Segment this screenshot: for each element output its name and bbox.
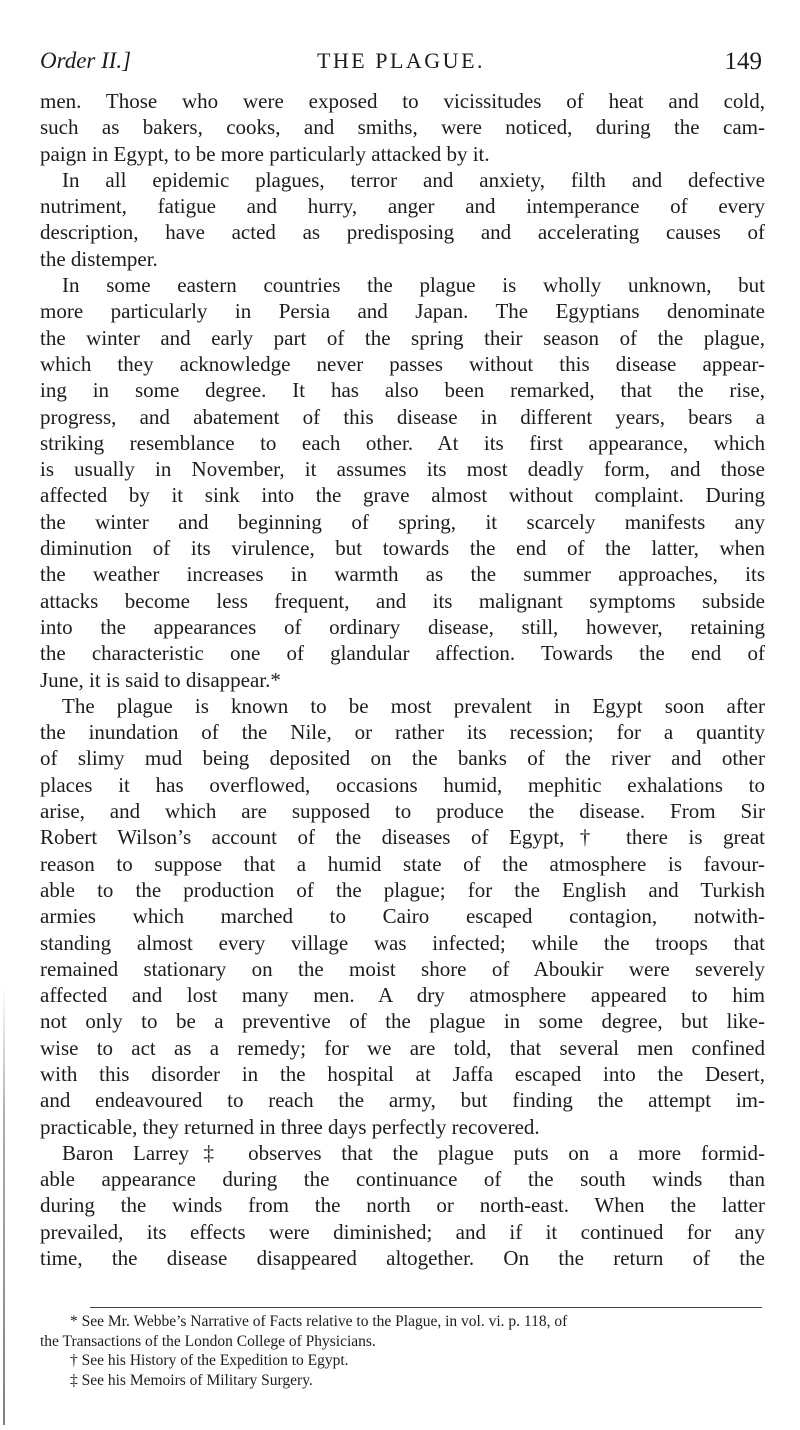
text-line: In all epidemic plagues, terror and anxiety, filth and defective — [62, 167, 765, 192]
body-text — [40, 88, 765, 1271]
text-line: striking resemblance to each other. At its first appearance, which — [40, 430, 765, 455]
text-line: is usually in November, it assumes its most deadly form, and those — [40, 457, 765, 482]
running-header — [40, 48, 762, 82]
header-section-label: Order II.] — [40, 48, 132, 73]
text-line: arise, and which are supposed to produce the disease. From Sir — [40, 799, 765, 824]
text-line: ing in some degree. It has also been remarked, that the rise, — [40, 378, 765, 403]
text-line: prevailed, its effects were diminished; and if it continued for any — [40, 1219, 765, 1244]
text-line: time, the disease disappeared altogether. On the return of the — [40, 1246, 765, 1271]
text-line: during the winds from the north or north-east. When the latter — [40, 1193, 765, 1218]
page-number: 149 — [724, 48, 762, 75]
text-line: affected and lost many men. A dry atmosphere appeared to him — [40, 983, 765, 1008]
text-line: diminution of its virulence, but towards the end of the latter, when — [40, 536, 765, 561]
text-line: and endeavoured to reach the army, but finding the attempt im- — [40, 1088, 765, 1113]
text-line: the inundation of the Nile, or rather its recession; for a quantity — [40, 720, 765, 745]
text-line: able to the production of the plague; for the English and Turkish — [40, 877, 765, 902]
text-line: armies which marched to Cairo escaped contagion, notwith- — [40, 904, 765, 929]
footnote-line: the Transactions of the London College of Physicians. — [40, 1332, 376, 1350]
text-line: affected by it sink into the grave almost without complaint. During — [40, 483, 765, 508]
text-line: the distemper. — [40, 246, 158, 271]
header-title: THE PLAGUE. — [316, 48, 486, 73]
footnote-line: † See his History of the Expedition to Egypt. — [70, 1352, 349, 1369]
text-line: Robert Wilson’s account of the diseases of Egypt,† there is great — [40, 825, 765, 850]
text-line: June, it is said to disappear.* — [40, 667, 281, 692]
text-line: remained stationary on the moist shore of Aboukir were severely — [40, 956, 765, 981]
text-line: more particularly in Persia and Japan. The Egyptians denominate — [40, 299, 765, 324]
text-line: of slimy mud being deposited on the banks of the river and other — [40, 746, 765, 771]
text-line: places it has overflowed, occasions humid, mephitic exhalations to — [40, 772, 765, 797]
text-line: such as bakers, cooks, and smiths, were noticed, during the cam- — [40, 115, 765, 140]
text-line: not only to be a preventive of the plague in some degree, but like- — [40, 1009, 765, 1034]
text-line: men. Those who were exposed to vicissitudes of heat and cold, — [40, 89, 765, 113]
text-line: practicable, they returned in three days perfectly recovered. — [40, 1114, 540, 1139]
text-line: the winter and early part of the spring their season of the plague, — [40, 325, 765, 350]
text-line: able appearance during the continuance of the south winds than — [40, 1167, 765, 1192]
text-line: reason to suppose that a humid state of the atmosphere is favour- — [40, 851, 765, 876]
footnote-line: ‡ See his Memoirs of Military Surgery. — [70, 1371, 313, 1389]
text-line: nutriment, fatigue and hurry, anger and intemperance of every — [40, 194, 765, 219]
text-line: description, have acted as predisposing and accelerating causes of — [40, 220, 765, 245]
text-line: In some eastern countries the plague is wholly unknown, but — [62, 273, 765, 298]
footnote-rule — [90, 1307, 762, 1308]
text-line: with this disorder in the hospital at Jaffa escaped into the Desert, — [40, 1061, 765, 1086]
text-line: the weather increases in warmth as the summer approaches, its — [40, 562, 765, 587]
footnotes — [40, 1312, 765, 1390]
text-line: paign in Egypt, to be more particularly attacked by it. — [40, 141, 490, 166]
text-line: The plague is known to be most prevalent in Egypt soon after — [62, 693, 765, 718]
text-line: the characteristic one of glandular affection. Towards the end of — [40, 641, 765, 666]
page-edge-shadow — [3, 985, 5, 1425]
text-line: attacks become less frequent, and its malignant symptoms subside — [40, 588, 765, 613]
text-line: progress, and abatement of this disease in different years, bears a — [40, 404, 765, 429]
text-line: standing almost every village was infected; while the troops that — [40, 930, 765, 955]
text-line: into the appearances of ordinary disease, still, however, retaining — [40, 614, 765, 639]
text-line: the winter and beginning of spring, it scarcely manifests any — [40, 509, 765, 534]
text-line: wise to act as a remedy; for we are told, that several men confined — [40, 1035, 765, 1060]
footnote-line: * See Mr. Webbe’s Narrative of Facts relative to the Plague, in vol. vi. p. 118, of — [70, 1313, 568, 1330]
text-line: Baron Larrey‡ observes that the plague puts on a more formid- — [62, 1140, 765, 1165]
text-line: which they acknowledge never passes without this disease appear- — [40, 351, 765, 376]
